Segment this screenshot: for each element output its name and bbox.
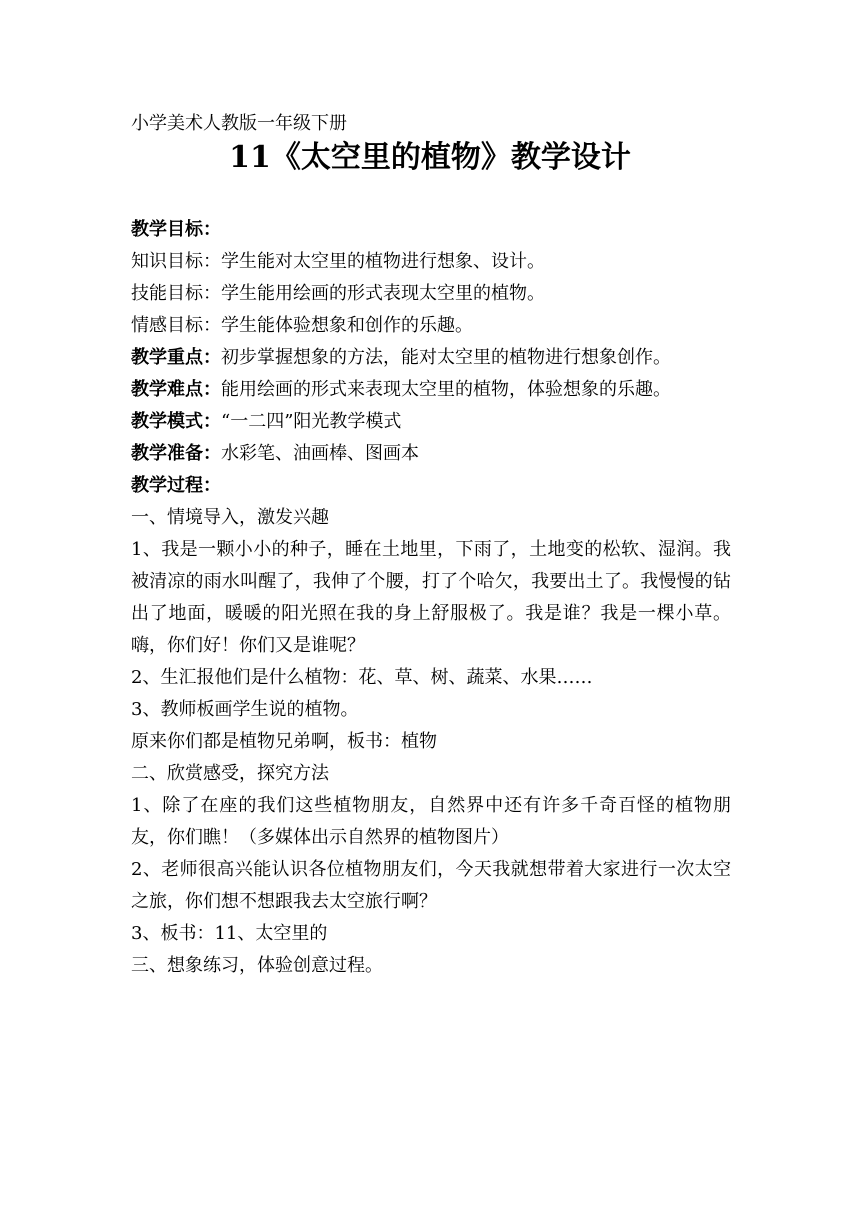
knowledge-objective: 知识目标：学生能对太空里的植物进行想象、设计。	[131, 251, 545, 272]
difficulties-row	[131, 374, 731, 406]
key-points-text: 初步掌握想象的方法，能对太空里的植物进行想象创作。	[221, 347, 671, 368]
difficulties-label: 教学难点：	[131, 379, 221, 400]
document-subtitle: 小学美术人教版一年级下册	[131, 113, 347, 134]
difficulties-text: 能用绘画的形式来表现太空里的植物，体验想象的乐趣。	[221, 379, 671, 400]
section-1-item: 原来你们都是植物兄弟啊，板书：植物	[131, 731, 437, 752]
mode-text: “一二四”阳光教学模式	[221, 411, 402, 432]
preparation-text: 水彩笔、油画棒、图画本	[221, 443, 419, 464]
objectives-heading: 教学目标：	[131, 219, 221, 240]
section-2-item: 3、板书：11、太空里的	[131, 923, 328, 944]
key-points-row	[131, 342, 731, 374]
section-2-paragraph: 1、除了在座的我们这些植物朋友，自然界中还有许多千奇百怪的植物朋友，你们瞧！（多媒体出示自然界的植物图片）	[131, 795, 731, 848]
preparation-label: 教学准备：	[131, 443, 221, 464]
document-body	[131, 214, 731, 982]
process-heading: 教学过程：	[131, 475, 221, 496]
mode-row	[131, 406, 731, 438]
section-1-paragraph: 1、我是一颗小小的种子，睡在土地里，下雨了，土地变的松软、湿润。我被清凉的雨水叫醒了，我伸了个腰，打了个哈欠，我要出土了。我慢慢的钻出了地面，暖暖的阳光照在我的身上舒服极了。我是谁？我是一棵小草。嗨，你们好！你们又是谁呢？	[131, 539, 731, 656]
section-3-title: 三、想象练习，体验创意过程。	[131, 955, 383, 976]
section-1-item: 2、生汇报他们是什么植物：花、草、树、蔬菜、水果……	[131, 667, 593, 688]
preparation-row	[131, 438, 731, 470]
skill-objective: 技能目标：学生能用绘画的形式表现太空里的植物。	[131, 283, 545, 304]
section-1-title: 一、情境导入，激发兴趣	[131, 507, 329, 528]
key-points-label: 教学重点：	[131, 347, 221, 368]
section-2-paragraph: 2、老师很高兴能认识各位植物朋友们，今天我就想带着大家进行一次太空之旅，你们想不想跟我去太空旅行啊？	[131, 859, 731, 912]
section-1-item: 3、教师板画学生说的植物。	[131, 699, 359, 720]
mode-label: 教学模式：	[131, 411, 221, 432]
section-2-title: 二、欣赏感受，探究方法	[131, 763, 329, 784]
emotion-objective: 情感目标：学生能体验想象和创作的乐趣。	[131, 315, 473, 336]
document-title: 11《太空里的植物》教学设计	[229, 140, 631, 175]
